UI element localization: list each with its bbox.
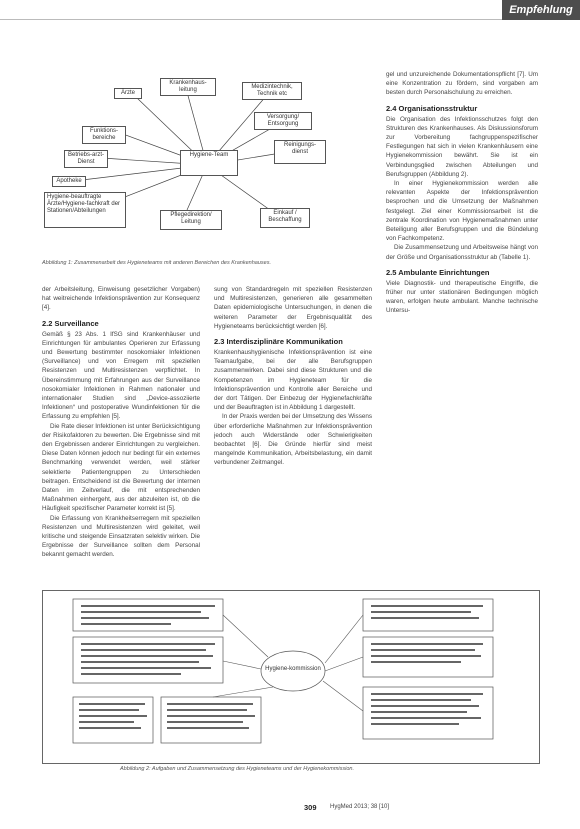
node-funktionsbereiche: Funktions-bereiche [82,126,126,144]
figure-2-graphic [43,591,539,763]
col1-para-1: Gemäß § 23 Abs. 1 IfSG sind Krankenhäuser und Einrichtungen für ambulantes Operieren zur Erfassung und Bewertung bestimmter nosokomialer Infektionen (Surveillance) und von Erregern mit speziellen Resistenzen und Multiresistenzen verpflichtet. In Übereinstimmung mit Erfahrungen aus der Surveillance nosokomialer Infektionen in Rahmen nationaler und internationaler Studien sind „Device-assoziierte Infektionen“ und postoperative Wundinfektionen für die Erfassung zu empfehlen [5]. [42,330,200,421]
col2-para-1: Krankenhaushygienische Infektionsprävention ist eine Teamaufgabe, bei der alle Berufsgruppen zusammenwirken. Dabei sind diese Strukturen und die Kompetenzen im Hygieneteam für die Infektionsprävention und Kontrolle aller Bereiche und der dort Tätigen. Der Einbezug der Hygienefachkräfte und der Beauftragten ist in Abbildung 1 dargestellt. [214,349,372,412]
figure-2-diagram [42,590,540,764]
section-tab: Empfehlung [502,0,580,20]
col3-para-4: Viele Diagnostik- und therapeutische Eingriffe, die früher nur unter stationären Bedingungen möglich waren, erfolgen heute ambulant. Manche technische Untersu- [386,279,538,315]
col3-intro: gel und unzureichende Dokumentationspflicht [7]. Um eine Konzentration zu fördern, sind vorgaben am besten durch Personalschulung zu erreichen. [386,71,538,97]
col1-intro: der Arbeitsleitung, Einweisung gesetzlicher Vorgaben) hat weitreichende Infektionsprävention zur Konsequenz [4]. [42,286,200,312]
col2-para-2: In der Praxis werden bei der Umsetzung des Wissens über erforderliche Maßnahmen zur Infektionsprävention jedoch auch Widerstände oder Schwierigkeiten beobachtet [6]. Die Gründe hierfür sind meist mangelnde Kommunikation, Arbeitsbelastung, ein damit verbundener Zeitmangel. [214,413,372,467]
node-pflegedirektion: Pflegedirektion/ Leitung [160,210,222,230]
text-column-1 [42,285,200,585]
col3-para-3: Die Zusammensetzung und Arbeitsweise hängt von der Größe und Organisationsstruktur ab (Tabelle 1). [386,244,538,261]
node-leitung: Krankenhaus-leitung [160,78,216,96]
figure-1-diagram [42,70,372,260]
header-rule [0,19,502,20]
node-hygienebeauftragte: Hygiene-beauftragte Ärzte/Hygiene-fachkraft der Stationen/Abteilungen [44,192,126,228]
figure-2-caption: Abbildung 2: Aufgaben und Zusammensetzung des Hygieneteams und der Hygienekommission. [120,766,354,772]
heading-organisationsstruktur: 2.4 Organisationsstruktur [386,103,478,113]
col1-para-3: Die Erfassung von Krankheitserregern mit speziellen Resistenzen und Multiresistenzen wird geleitet, weil kritische und steigende Einsatzraten selektiv wirken. Die Ergebnisse der Surveillance sollten dem Personal bekannt gemacht werden. [42,514,200,559]
hygiene-team-node: Hygiene-Team [180,150,238,176]
node-aerzte: Ärzte [114,88,142,99]
heading-kommunikation: 2.3 Interdisziplinäre Kommunikation [214,337,343,347]
page-number: 309 [304,803,317,812]
figure-2-center-label: Hygiene-kommission [265,666,321,672]
node-einkauf: Einkauf / Beschaffung [260,208,310,228]
text-column-2 [214,285,372,585]
header-bar [0,0,580,20]
figure-1-caption: Abbildung 1: Zusammenarbeit des Hygieneteams mit anderen Bereichen des Krankenhauses. [42,260,271,266]
col3-para-2: In einer Hygienekommission werden alle relevanten Aspekte der Infektionsprävention besprochen und die Umsetzung der Maßnahmen festgelegt. Ziel einer Kommissionsarbeit ist die zentrale Koordination von Hygienemaßnahmen unter Beteiligung aller Berufsgruppen und die Bündelung von Fachkompetenz. [386,180,538,243]
node-reinigung: Reinigungs-dienst [274,140,326,164]
node-technik: Medizintechnik, Technik etc [242,82,302,100]
col3-para-1: Die Organisation des Infektionsschutzes folgt den Strukturen des Krankenhauses. Als Diskussionsforum zur Vorbereitung fachgruppenspezifischer Festlegungen hat sich in vielen Krankenhäusern eine Hygienekommission bewährt. Sie ist ein Verbindungsglied zwischen Abteilungen und Berufsgruppen (Abbildung 2). [386,115,538,178]
node-betriebsarzt: Betriebs-arzt-Dienst [64,150,108,168]
node-apotheke: Apotheke [52,176,86,187]
heading-ambulante: 2.5 Ambulante Einrichtungen [386,267,490,277]
node-versorgung: Versorgung/ Entsorgung [254,112,312,130]
col1-para-2: Die Rate dieser Infektionen ist unter Berücksichtigung der Risikofaktoren zu bewerten. Die Ergebnisse sind mit den Ergebnissen anderer Einrichtungen zu vergleichen. Diese Daten können jedoch nur bedingt für ein externes Benchmarking verwendet werden, weil stärker selektierte Patientengruppen zu Unterschieden beitragen. Entscheidend ist die Bewertung der internen Daten im Zeitverlauf, die mit entsprechenden Maßnahmen einhergeht, aus der abzuleiten ist, ob die Häufigkeit spezifischer Parameter korrekt ist [5]. [42,422,200,513]
text-column-3 [386,70,538,585]
col2-intro: sung von Standardregeln mit speziellen Resistenzen und Multiresistenzen, generieren alle gesammelten Daten epidemiologische Untersuchungen, in denen die weiteren Parameter der Ergebnisqualität des Hygieneteams berücksichtigt werden [6]. [214,286,372,330]
heading-surveillance: 2.2 Surveillance [42,318,99,328]
journal-reference: HygMed 2013; 38 [10] [330,804,390,810]
